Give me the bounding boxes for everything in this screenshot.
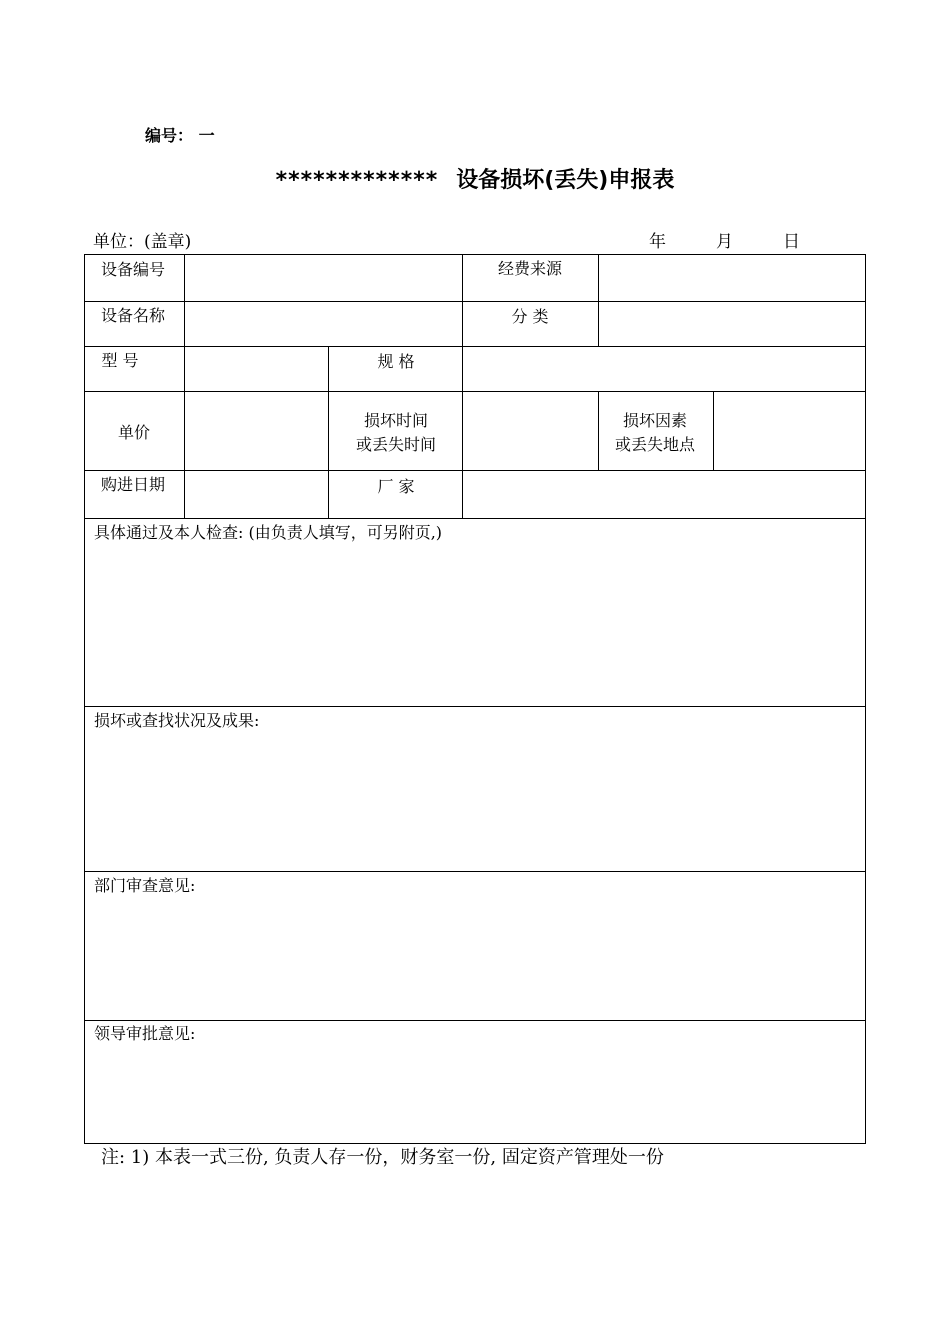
date-day: 日 xyxy=(783,232,800,252)
label-manufacturer: 厂 家 xyxy=(377,477,415,496)
label-details: 具体通过及本人检查: (由负责人填写，可另附页,) xyxy=(94,523,443,542)
footer-note: 注: 1) 本表一式三份, 负责人存一份，财务室一份, 固定资产管理处一份 xyxy=(101,1147,664,1168)
label-spec: 规 格 xyxy=(377,352,415,371)
unit-label: 单位：(盖章) xyxy=(93,232,192,252)
label-damage-factor-2: 或丢失地点 xyxy=(614,435,696,454)
report-form-table xyxy=(84,254,866,1144)
date-month: 月 xyxy=(716,232,733,252)
label-purchase-date: 购进日期 xyxy=(100,475,166,494)
label-equip-name: 设备名称 xyxy=(100,306,166,325)
title-stars: ************* xyxy=(275,168,439,193)
label-unit-price: 单价 xyxy=(117,423,151,442)
date-line xyxy=(649,227,800,252)
document-number-label: 编号： 一 xyxy=(145,126,215,145)
label-dept-opinion: 部门审查意见: xyxy=(94,876,196,895)
form-title xyxy=(0,163,950,194)
label-leader-opinion: 领导审批意见: xyxy=(94,1024,196,1043)
label-equip-no: 设备编号 xyxy=(100,260,166,279)
label-damage-time-1: 损坏时间 xyxy=(363,411,429,430)
label-damage-time-2: 或丢失时间 xyxy=(355,435,437,454)
label-damage-factor-1: 损坏因素 xyxy=(622,411,688,430)
label-result: 损坏或查找状况及成果: xyxy=(94,711,260,730)
label-fund-source: 经费来源 xyxy=(497,259,563,278)
table-grid-lines xyxy=(84,254,866,1144)
date-year: 年 xyxy=(649,232,666,252)
label-model: 型 号 xyxy=(101,351,139,370)
label-category: 分 类 xyxy=(511,307,549,326)
title-text: 设备损坏(丢失)申报表 xyxy=(456,168,675,193)
